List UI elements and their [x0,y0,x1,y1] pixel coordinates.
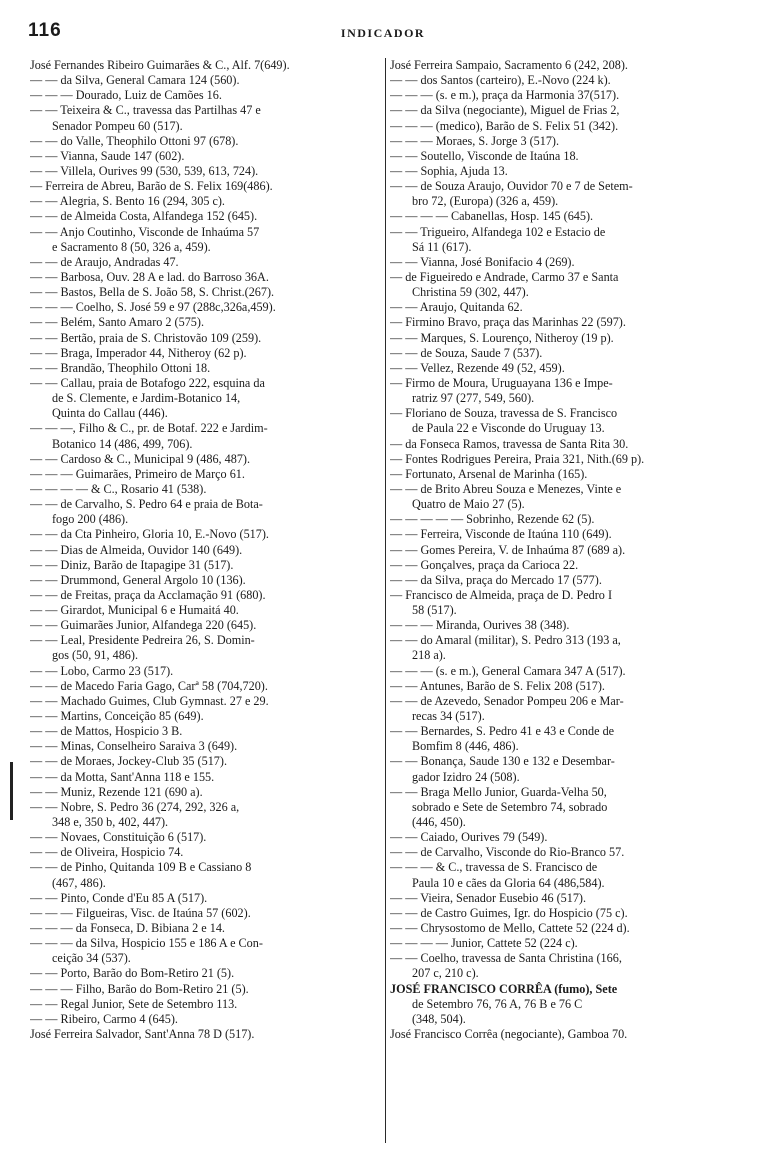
directory-entry: — — Anjo Coutinho, Visconde de Inhaúma 57 [30,224,260,239]
directory-entry-continuation: 58 (517). [412,603,457,618]
directory-entry: — — Villela, Ourives 99 (530, 539, 613, 724). [30,163,259,178]
directory-entry: — — Guimarães Junior, Alfandega 220 (645). [30,618,257,633]
directory-entry: — — Diniz, Barão de Itapagipe 31 (517). [30,557,234,572]
directory-entry: — Fontes Rodrigues Pereira, Praia 321, Nith.(69 p). [390,451,645,466]
directory-entry: — — de Carvalho, Visconde do Rio-Branco 57. [390,845,625,860]
directory-entry: José Fernandes Ribeiro Guimarães & C., Alf. 7(649). [30,58,290,72]
directory-entry: — — do Amaral (militar), S. Pedro 313 (193 a, [390,633,621,648]
directory-entry-continuation: (467, 486). [52,875,106,890]
directory-entry: — — Cardoso & C., Municipal 9 (486, 487). [30,451,251,466]
directory-entry-continuation: e Sacramento 8 (50, 326 a, 459). [52,239,211,254]
directory-entry: José Ferreira Sampaio, Sacramento 6 (242, 208). [390,58,628,72]
directory-entry: — — Girardot, Municipal 6 e Humaitá 40. [30,603,239,618]
directory-entry: — — Teixeira & C., travessa das Partilhas 47 e [30,103,261,118]
directory-entry: — Ferreira de Abreu, Barão de S. Felix 169(486). [30,179,273,194]
directory-entry: — — Bastos, Bella de S. João 58, S. Christ.(267). [30,285,275,300]
directory-entry: — — de Almeida Costa, Alfandega 152 (645). [30,209,258,224]
directory-entry: — — — (medico), Barão de S. Felix 51 (342). [390,118,619,133]
directory-entry-continuation: Senador Pompeu 60 (517). [52,118,183,133]
directory-entry-continuation: Christina 59 (302, 447). [412,285,529,300]
directory-entry: — Fortunato, Arsenal de Marinha (165). [390,466,588,481]
directory-entry: — — Bertão, praia de S. Christovão 109 (259). [30,330,262,345]
right-column [390,58,740,1042]
directory-entry-continuation: (348, 504). [412,1011,466,1026]
directory-entry-continuation: 207 c, 210 c). [412,966,479,981]
directory-entry-continuation: Quinta do Callau (446). [52,406,168,421]
directory-entry: — — da Silva, praça do Mercado 17 (577). [390,572,602,587]
directory-entry: — — de Castro Guimes, Igr. do Hospicio (75 c). [390,905,628,920]
directory-entry: — — Porto, Barão do Bom-Retiro 21 (5). [30,966,235,981]
directory-entry: — — Machado Guimes, Club Gymnast. 27 e 29. [30,693,269,708]
directory-entry: — — Vianna, José Bonifacio 4 (269). [390,254,575,269]
directory-entry: — — Araujo, Quitanda 62. [390,300,523,315]
directory-entry: — — — da Fonseca, D. Bibiana 2 e 14. [30,921,225,936]
directory-entry: — — Ferreira, Visconde de Itaúna 110 (649). [390,527,612,542]
directory-entry: — — Antunes, Barão de S. Felix 208 (517). [390,678,605,693]
directory-entry: — — Nobre, S. Pedro 36 (274, 292, 326 a, [30,799,240,814]
directory-entry: — — de Moraes, Jockey-Club 35 (517). [30,754,227,769]
directory-entry: — — da Silva (negociante), Miguel de Frias 2, [390,103,620,118]
directory-entry-continuation: Botanico 14 (486, 499, 706). [52,436,193,451]
directory-entry: — — Muniz, Rezende 121 (690 a). [30,784,203,799]
directory-entry-continuation: Paula 10 e cães da Gloria 64 (486,584). [412,875,605,890]
directory-entry-continuation: de Setembro 76, 76 A, 76 B e 76 C [412,996,583,1011]
directory-entry-continuation: de S. Clemente, e Jardim-Botanico 14, [52,391,241,406]
directory-entry: — — — Dourado, Luiz de Camões 16. [30,88,222,103]
directory-entry-continuation: sobrado e Sete de Setembro 74, sobrado [412,799,608,814]
directory-entry: — — Regal Junior, Sete de Setembro 113. [30,996,238,1011]
directory-entry: — — de Souza, Saude 7 (537). [390,345,543,360]
directory-columns [30,58,742,1148]
directory-entry: — — Brandão, Theophilo Ottoni 18. [30,360,211,375]
directory-entry: — — Marques, S. Lourenço, Nitheroy (19 p). [390,330,614,345]
directory-entry: José Ferreira Salvador, Sant'Anna 78 D (517). [30,1027,255,1041]
directory-entry: — Francisco de Almeida, praça de D. Pedro I [390,587,613,602]
directory-entry: — — — — Cabanellas, Hosp. 145 (645). [390,209,594,224]
directory-entry: — Firmo de Moura, Uruguayana 136 e Impe- [390,375,613,390]
directory-entry: JOSÉ FRANCISCO CORRÊA (fumo), Sete [390,981,618,996]
directory-entry: — — de Oliveira, Hospicio 74. [30,845,184,860]
directory-entry: — — Bernardes, S. Pedro 41 e 43 e Conde de [390,724,615,739]
page-header [28,20,738,46]
directory-entry: — — do Valle, Theophilo Ottoni 97 (678). [30,133,239,148]
directory-entry: — — Gomes Pereira, V. de Inhaúma 87 (689 a). [390,542,626,557]
directory-entry: — — Lobo, Carmo 23 (517). [30,663,174,678]
directory-entry: — — Bonança, Saude 130 e 132 e Desembar- [390,754,615,769]
directory-entry-continuation: Bomfim 8 (446, 486). [412,739,519,754]
directory-entry-continuation: Sá 11 (617). [412,239,472,254]
directory-entry-continuation: gos (50, 91, 486). [52,648,138,663]
directory-entry: — — Vellez, Rezende 49 (52, 459). [390,360,565,375]
directory-entry: — — — & C., travessa de S. Francisco de [390,860,598,875]
directory-entry: — — Braga, Imperador 44, Nitheroy (62 p). [30,345,247,360]
directory-entry: — — Soutello, Visconde de Itaúna 18. [390,148,579,163]
directory-entry: — — Drummond, General Argolo 10 (136). [30,572,246,587]
directory-entry-continuation: 348 e, 350 b, 402, 447). [52,815,169,830]
directory-entry: — — — (s. e m.), praça da Harmonia 37(517). [390,88,620,103]
directory-entry: — — Callau, praia de Botafogo 222, esquina da [30,375,265,390]
directory-entry: — — Trigueiro, Alfandega 102 e Estacio de [390,224,606,239]
directory-entry: — — de Carvalho, S. Pedro 64 e praia de Bota- [30,497,263,512]
directory-entry: — da Fonseca Ramos, travessa de Santa Rita 30. [390,436,629,451]
directory-entry-continuation: de Paula 22 e Visconde do Uruguay 13. [412,421,605,436]
directory-entry: — — Minas, Conselheiro Saraiva 3 (649). [30,739,238,754]
directory-entry: — — — (s. e m.), General Camara 347 A (517). [390,663,626,678]
directory-entry: — — de Macedo Faria Gago, Carª 58 (704,720). [30,678,268,693]
directory-entry-continuation: ratriz 97 (277, 549, 560). [412,391,535,406]
directory-entry-continuation: (446, 450). [412,815,466,830]
directory-entry-continuation: 218 a). [412,648,446,663]
directory-entry: — — Sophia, Ajuda 13. [390,163,508,178]
directory-entry: — — — Filgueiras, Visc. de Itaúna 57 (602). [30,905,251,920]
directory-entry: — — dos Santos (carteiro), E.-Novo (224 k). [390,73,611,88]
directory-entry: — — — — Junior, Cattete 52 (224 c). [390,936,578,951]
directory-entry: — — de Azevedo, Senador Pompeu 206 e Mar- [390,693,624,708]
directory-entry: — — Novaes, Constituição 6 (517). [30,830,207,845]
directory-entry: — — da Silva, General Camara 124 (560). [30,73,240,88]
directory-entry: — — de Araujo, Andradas 47. [30,254,179,269]
directory-entry: José Francisco Corrêa (negociante), Gamboa 70. [390,1027,628,1041]
directory-entry: — — Caiado, Ourives 79 (549). [390,830,548,845]
page-number: 116 [28,20,62,41]
directory-entry: — — Gonçalves, praça da Carioca 22. [390,557,579,572]
directory-entry: — — Vianna, Saude 147 (602). [30,148,185,163]
directory-entry: — — de Brito Abreu Souza e Menezes, Vinte e [390,481,622,496]
left-column [30,58,380,1042]
directory-entry: — — Coelho, travessa de Santa Christina (166, [390,951,622,966]
directory-entry: — — — Miranda, Ourives 38 (348). [390,618,570,633]
column-divider [385,58,386,1143]
directory-entry: — — Martins, Conceição 85 (649). [30,709,204,724]
directory-entry: — — — da Silva, Hospicio 155 e 186 A e Con- [30,936,263,951]
margin-mark [10,762,13,820]
directory-entry: — — Vieira, Senador Eusebio 46 (517). [390,890,587,905]
directory-entry: — de Figueiredo e Andrade, Carmo 37 e Santa [390,269,619,284]
directory-entry: — — Chrysostomo de Mello, Cattete 52 (224 d). [390,921,630,936]
directory-entry: — — — — & C., Rosario 41 (538). [30,481,207,496]
directory-entry: — — Leal, Presidente Pedreira 26, S. Domin- [30,633,255,648]
directory-entry: — — de Souza Araujo, Ouvidor 70 e 7 de Setem- [390,179,633,194]
directory-entry: — — —, Filho & C., pr. de Botaf. 222 e Jardim- [30,421,268,436]
directory-entry: — — de Mattos, Hospicio 3 B. [30,724,183,739]
directory-entry: — — — — — Sobrinho, Rezende 62 (5). [390,512,595,527]
directory-entry: — — — Coelho, S. José 59 e 97 (288c,326a,459). [30,300,276,315]
directory-entry: — Floriano de Souza, travessa de S. Francisco [390,406,618,421]
directory-entry: — — Barbosa, Ouv. 28 A e lad. do Barroso 36A. [30,269,269,284]
directory-entry: — — da Cta Pinheiro, Gloria 10, E.-Novo (517). [30,527,269,542]
directory-entry-continuation: ceição 34 (537). [52,951,131,966]
directory-entry: — — Braga Mello Junior, Guarda-Velha 50, [390,784,607,799]
directory-entry: — Firmino Bravo, praça das Marinhas 22 (597). [390,315,626,330]
directory-entry-continuation: recas 34 (517). [412,709,485,724]
directory-entry: — — da Motta, Sant'Anna 118 e 155. [30,769,215,784]
directory-entry: — — Pinto, Conde d'Eu 85 A (517). [30,890,208,905]
directory-entry: — — Belém, Santo Amaro 2 (575). [30,315,204,330]
directory-entry: — — — Guimarães, Primeiro de Março 61. [30,466,245,481]
directory-entry-continuation: bro 72, (Europa) (326 a, 459). [412,194,559,209]
directory-entry-continuation: fogo 200 (486). [52,512,129,527]
directory-entry: — — de Pinho, Quitanda 109 B e Cassiano 8 [30,860,252,875]
directory-entry: — — Dias de Almeida, Ouvidor 140 (649). [30,542,243,557]
directory-entry: — — — Moraes, S. Jorge 3 (517). [390,133,560,148]
directory-entry: — — Ribeiro, Carmo 4 (645). [30,1011,178,1026]
directory-entry: — — de Freitas, praça da Acclamação 91 (680). [30,587,266,602]
directory-entry: — — Alegria, S. Bento 16 (294, 305 c). [30,194,225,209]
directory-entry-continuation: Quatro de Maio 27 (5). [412,497,525,512]
running-title: INDICADOR [340,26,426,40]
directory-entry-continuation: gador Izidro 24 (508). [412,769,520,784]
directory-entry: — — — Filho, Barão do Bom-Retiro 21 (5). [30,981,249,996]
